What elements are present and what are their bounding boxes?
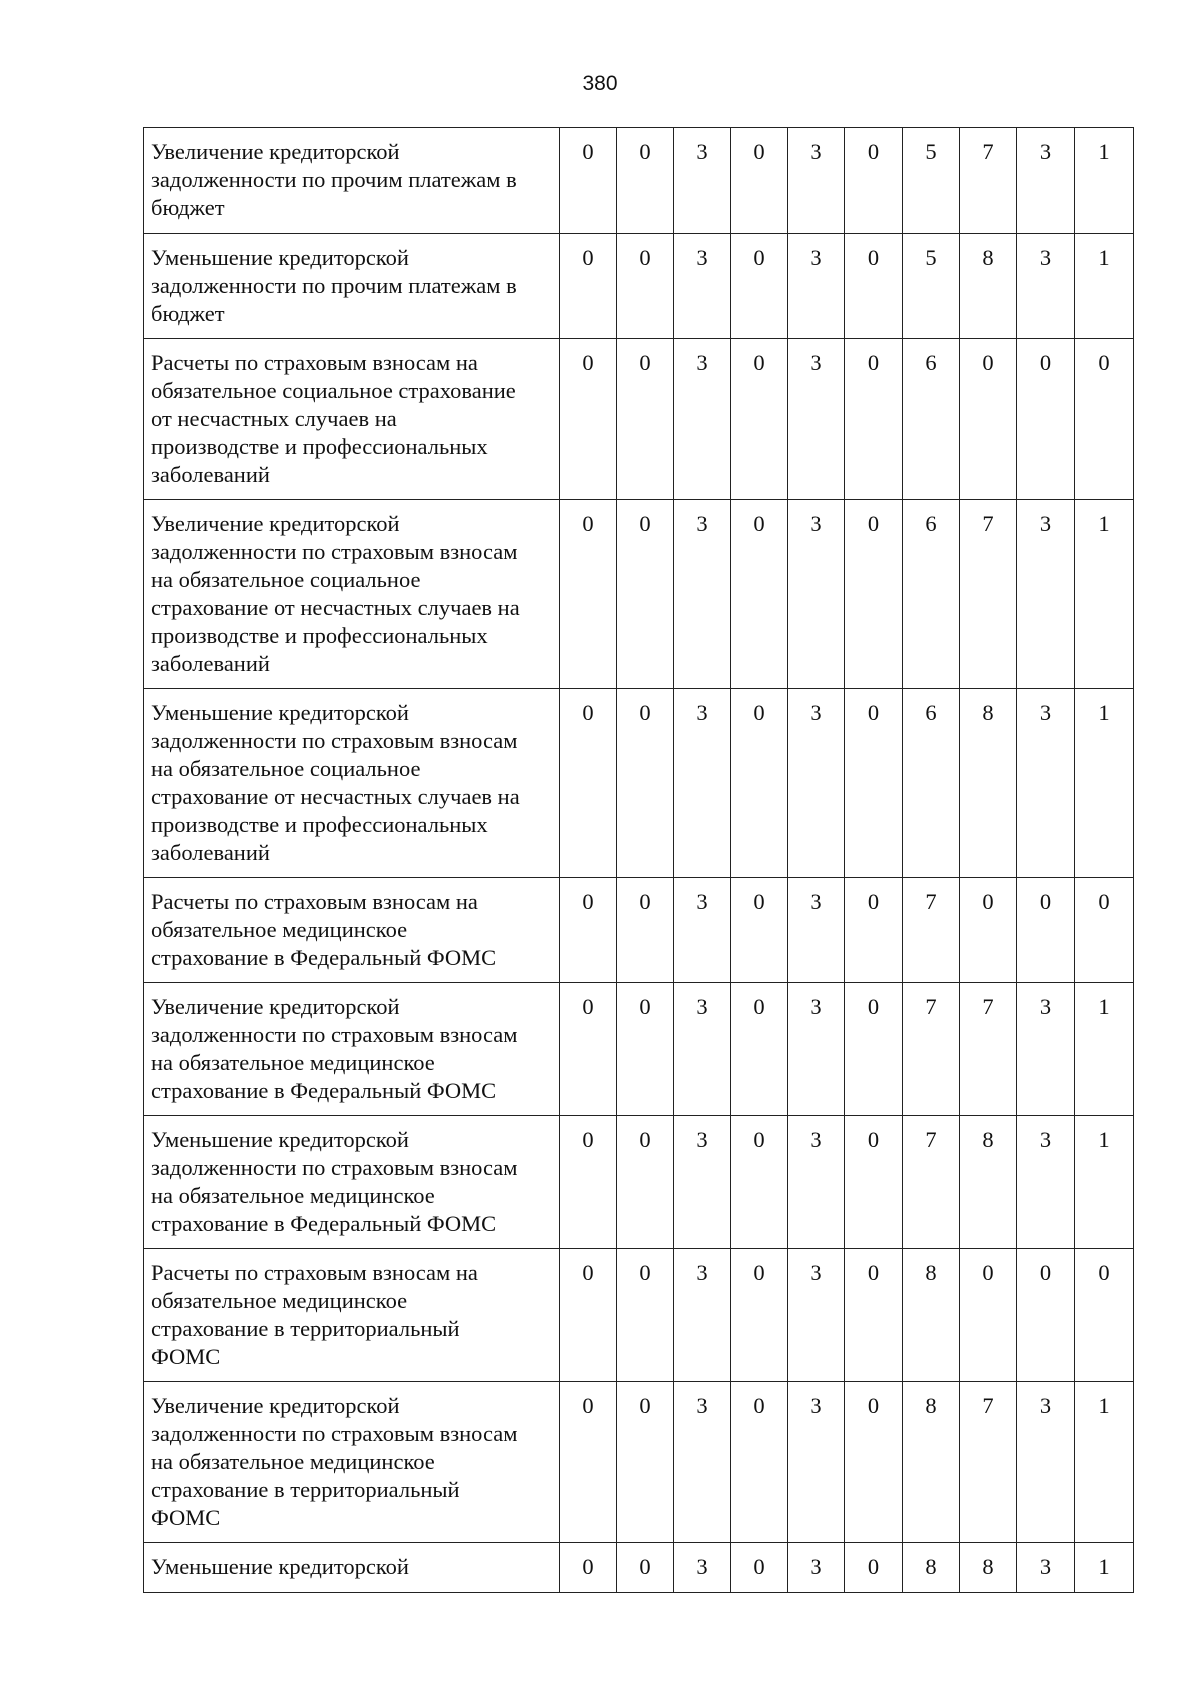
code-digit-cell: 0 xyxy=(1075,339,1134,500)
code-digit-cell: 3 xyxy=(1017,1382,1075,1543)
code-digit-cell: 1 xyxy=(1075,128,1134,234)
page-number: 380 xyxy=(582,72,618,95)
code-digit-cell: 7 xyxy=(960,983,1017,1116)
code-digit-cell: 0 xyxy=(1017,1249,1075,1382)
code-digit-cell: 0 xyxy=(845,500,903,689)
code-digit-cell: 0 xyxy=(731,234,788,339)
code-digit-cell: 0 xyxy=(731,1382,788,1543)
code-digit-cell: 3 xyxy=(788,1249,845,1382)
code-digit-cell: 3 xyxy=(674,1116,731,1249)
code-digit-cell: 3 xyxy=(674,1382,731,1543)
row-description: Уменьшение кредиторской задолженности по страховым взносам на обязательное социальное страхование от несчастных случаев на производстве и профессиональных заболеваний xyxy=(144,689,560,878)
code-digit-cell: 0 xyxy=(560,1382,617,1543)
code-digit-cell: 0 xyxy=(617,128,674,234)
code-digit-cell: 1 xyxy=(1075,234,1134,339)
table-row xyxy=(144,1382,1134,1543)
code-digit-cell: 0 xyxy=(617,983,674,1116)
code-digit-cell: 7 xyxy=(960,500,1017,689)
code-digit-cell: 3 xyxy=(1017,500,1075,689)
code-digit-cell: 0 xyxy=(560,1249,617,1382)
code-digit-cell: 0 xyxy=(845,234,903,339)
code-digit-cell: 7 xyxy=(903,983,960,1116)
code-digit-cell: 0 xyxy=(1075,878,1134,983)
code-digit-cell: 8 xyxy=(960,689,1017,878)
code-digit-cell: 0 xyxy=(845,1382,903,1543)
code-digit-cell: 0 xyxy=(845,128,903,234)
code-digit-cell: 0 xyxy=(731,1249,788,1382)
code-digit-cell: 0 xyxy=(617,234,674,339)
code-digit-cell: 0 xyxy=(617,878,674,983)
code-digit-cell: 0 xyxy=(560,983,617,1116)
code-digit-cell: 8 xyxy=(903,1382,960,1543)
row-description: Увеличение кредиторской задолженности по страховым взносам на обязательное социальное страхование от несчастных случаев на производстве и профессиональных заболеваний xyxy=(144,500,560,689)
code-digit-cell: 3 xyxy=(788,878,845,983)
row-description: Расчеты по страховым взносам на обязательное медицинское страхование в Федеральный ФОМС xyxy=(144,878,560,983)
code-digit-cell: 8 xyxy=(903,1543,960,1593)
code-digit-cell: 0 xyxy=(617,339,674,500)
code-digit-cell: 0 xyxy=(845,689,903,878)
row-description: Расчеты по страховым взносам на обязательное социальное страхование от несчастных случаев на производстве и профессиональных заболеваний xyxy=(144,339,560,500)
code-digit-cell: 3 xyxy=(674,500,731,689)
code-digit-cell: 8 xyxy=(960,1116,1017,1249)
code-digit-cell: 1 xyxy=(1075,500,1134,689)
code-digit-cell: 7 xyxy=(960,1382,1017,1543)
code-digit-cell: 7 xyxy=(903,878,960,983)
code-digit-cell: 0 xyxy=(617,1249,674,1382)
code-digit-cell: 7 xyxy=(960,128,1017,234)
code-digit-cell: 3 xyxy=(788,339,845,500)
code-digit-cell: 5 xyxy=(903,234,960,339)
code-digit-cell: 0 xyxy=(617,689,674,878)
code-digit-cell: 3 xyxy=(788,1116,845,1249)
code-digit-cell: 3 xyxy=(674,878,731,983)
table-row xyxy=(144,878,1134,983)
code-digit-cell: 0 xyxy=(845,1543,903,1593)
code-digit-cell: 0 xyxy=(845,339,903,500)
code-digit-cell: 3 xyxy=(788,1543,845,1593)
code-digit-cell: 0 xyxy=(960,339,1017,500)
code-digit-cell: 3 xyxy=(788,689,845,878)
code-digit-cell: 3 xyxy=(1017,983,1075,1116)
code-digit-cell: 8 xyxy=(960,1543,1017,1593)
code-digit-cell: 0 xyxy=(560,689,617,878)
code-digit-cell: 0 xyxy=(560,500,617,689)
code-digit-cell: 6 xyxy=(903,500,960,689)
code-digit-cell: 0 xyxy=(731,689,788,878)
code-digit-cell: 0 xyxy=(617,1382,674,1543)
code-digit-cell: 3 xyxy=(788,983,845,1116)
code-digit-cell: 1 xyxy=(1075,689,1134,878)
row-description: Увеличение кредиторской задолженности по прочим платежам в бюджет xyxy=(144,128,560,234)
row-description: Расчеты по страховым взносам на обязательное медицинское страхование в территориальный ФОМС xyxy=(144,1249,560,1382)
row-description: Увеличение кредиторской задолженности по страховым взносам на обязательное медицинское страхование в территориальный ФОМС xyxy=(144,1382,560,1543)
code-digit-cell: 0 xyxy=(617,1116,674,1249)
code-digit-cell: 3 xyxy=(788,1382,845,1543)
code-digit-cell: 3 xyxy=(788,500,845,689)
code-digit-cell: 0 xyxy=(1017,339,1075,500)
code-digit-cell: 0 xyxy=(731,983,788,1116)
row-description: Уменьшение кредиторской задолженности по страховым взносам на обязательное медицинское страхование в Федеральный ФОМС xyxy=(144,1116,560,1249)
code-digit-cell: 0 xyxy=(560,1543,617,1593)
table-row xyxy=(144,689,1134,878)
code-digit-cell: 0 xyxy=(960,878,1017,983)
code-digit-cell: 0 xyxy=(731,1116,788,1249)
code-digit-cell: 3 xyxy=(788,234,845,339)
code-digit-cell: 3 xyxy=(1017,1116,1075,1249)
code-digit-cell: 0 xyxy=(560,878,617,983)
code-digit-cell: 3 xyxy=(674,983,731,1116)
code-digit-cell: 1 xyxy=(1075,983,1134,1116)
code-digit-cell: 8 xyxy=(903,1249,960,1382)
code-digit-cell: 0 xyxy=(1075,1249,1134,1382)
code-digit-cell: 5 xyxy=(903,128,960,234)
table-row xyxy=(144,500,1134,689)
code-digit-cell: 0 xyxy=(731,128,788,234)
code-digit-cell: 7 xyxy=(903,1116,960,1249)
code-digit-cell: 0 xyxy=(960,1249,1017,1382)
code-digit-cell: 3 xyxy=(674,234,731,339)
code-digit-cell: 3 xyxy=(674,689,731,878)
code-digit-cell: 0 xyxy=(617,1543,674,1593)
code-digit-cell: 1 xyxy=(1075,1382,1134,1543)
account-codes-table xyxy=(143,127,1134,1593)
code-digit-cell: 1 xyxy=(1075,1543,1134,1593)
code-digit-cell: 0 xyxy=(617,500,674,689)
table-body xyxy=(144,128,1134,1593)
code-digit-cell: 6 xyxy=(903,339,960,500)
code-digit-cell: 3 xyxy=(788,128,845,234)
code-digit-cell: 0 xyxy=(731,500,788,689)
code-digit-cell: 0 xyxy=(560,128,617,234)
table-row xyxy=(144,1116,1134,1249)
code-digit-cell: 0 xyxy=(845,1249,903,1382)
code-digit-cell: 0 xyxy=(731,339,788,500)
code-digit-cell: 1 xyxy=(1075,1116,1134,1249)
row-description: Увеличение кредиторской задолженности по страховым взносам на обязательное медицинское страхование в Федеральный ФОМС xyxy=(144,983,560,1116)
code-digit-cell: 8 xyxy=(960,234,1017,339)
code-digit-cell: 3 xyxy=(674,1249,731,1382)
code-digit-cell: 0 xyxy=(845,878,903,983)
code-digit-cell: 3 xyxy=(1017,234,1075,339)
table-row xyxy=(144,128,1134,234)
table-row xyxy=(144,1543,1134,1593)
code-digit-cell: 0 xyxy=(1017,878,1075,983)
code-digit-cell: 0 xyxy=(731,878,788,983)
code-digit-cell: 0 xyxy=(560,339,617,500)
code-digit-cell: 3 xyxy=(674,1543,731,1593)
table-row xyxy=(144,1249,1134,1382)
table-row xyxy=(144,339,1134,500)
code-digit-cell: 0 xyxy=(845,1116,903,1249)
table-row xyxy=(144,983,1134,1116)
code-digit-cell: 3 xyxy=(674,128,731,234)
table-row xyxy=(144,234,1134,339)
code-digit-cell: 3 xyxy=(1017,128,1075,234)
code-digit-cell: 0 xyxy=(560,1116,617,1249)
code-digit-cell: 0 xyxy=(560,234,617,339)
row-description: Уменьшение кредиторской задолженности по прочим платежам в бюджет xyxy=(144,234,560,339)
code-digit-cell: 3 xyxy=(1017,689,1075,878)
row-description: Уменьшение кредиторской xyxy=(144,1543,560,1593)
code-digit-cell: 6 xyxy=(903,689,960,878)
code-digit-cell: 3 xyxy=(674,339,731,500)
code-digit-cell: 0 xyxy=(845,983,903,1116)
code-digit-cell: 0 xyxy=(731,1543,788,1593)
code-digit-cell: 3 xyxy=(1017,1543,1075,1593)
